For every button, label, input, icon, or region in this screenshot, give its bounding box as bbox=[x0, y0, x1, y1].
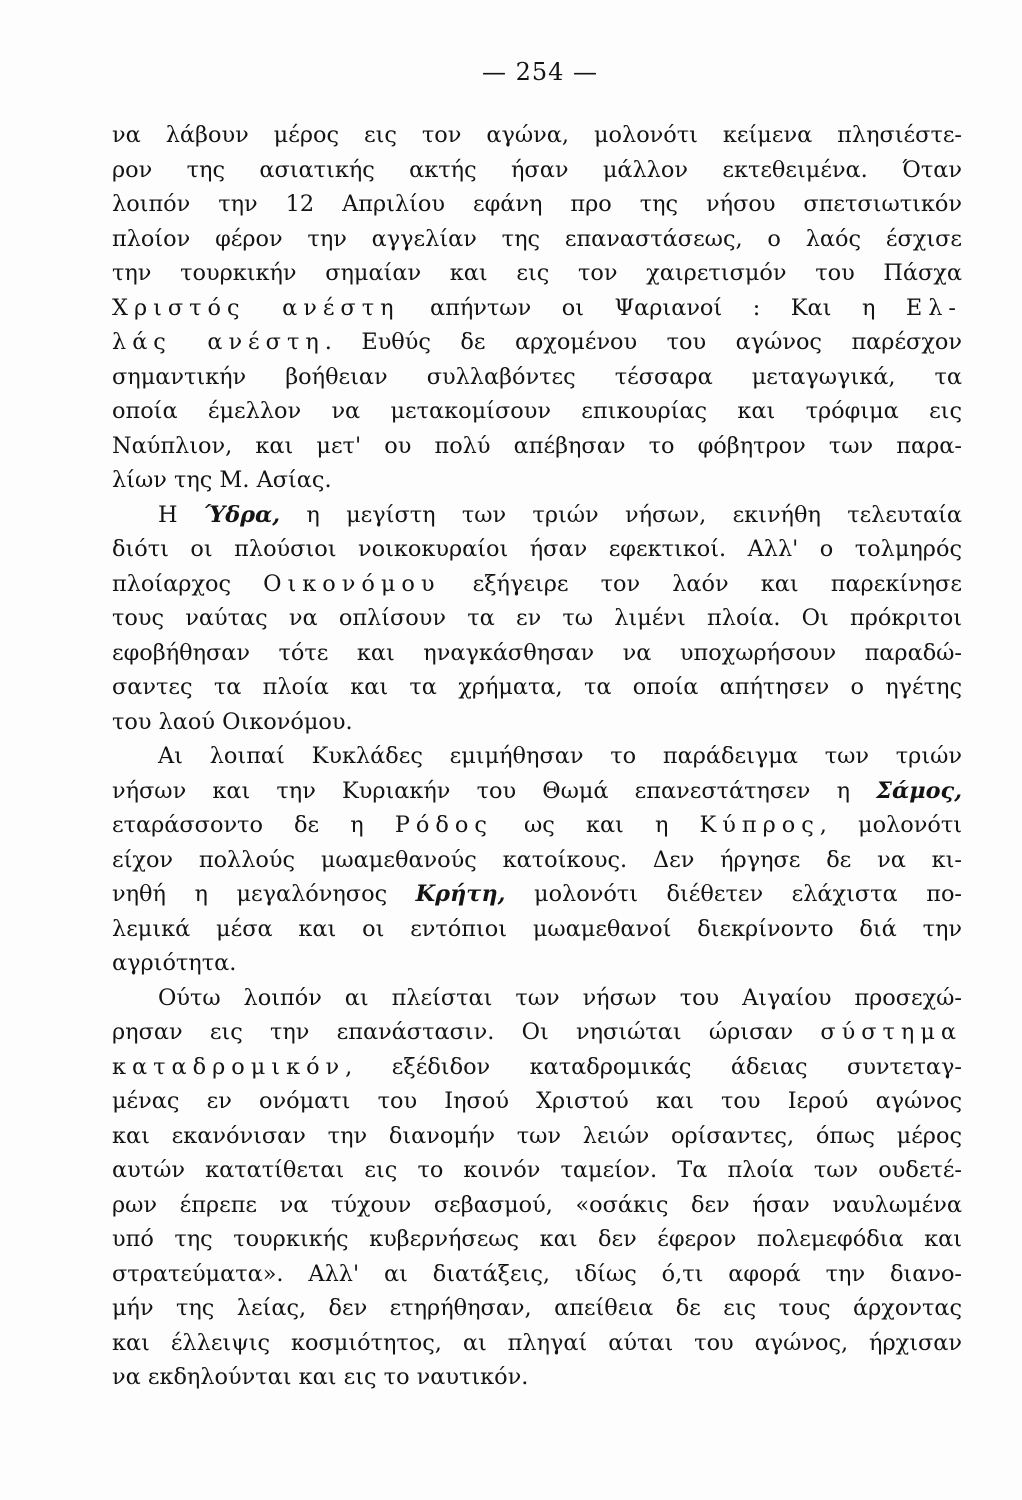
text-line bbox=[112, 636, 962, 671]
text-run: , μολονότι bbox=[819, 812, 962, 838]
text-line bbox=[112, 1291, 962, 1326]
paragraph-start bbox=[112, 498, 962, 533]
emphasized-name: Ύδρα, bbox=[203, 501, 281, 528]
page-number: — 254 — bbox=[481, 58, 599, 86]
text-run: εταράσσοντο δε η bbox=[112, 812, 395, 838]
text-run: ρων έπρεπε να τύχουν σεβασμού, «οσάκις δεν ήσαν ναυλωμένα bbox=[112, 1191, 962, 1218]
text-run: την τουρκικήν σημαίαν και εις τον χαιρετισμόν του Πάσχα bbox=[112, 260, 962, 286]
text-run: Ούτω λοιπόν αι πλείσται των νήσων του Αιγαίου προσεχώ- bbox=[158, 984, 962, 1011]
text-line bbox=[112, 1084, 962, 1119]
text-line bbox=[112, 1222, 962, 1257]
text-run: οποία έμελλον να μετακομίσουν επικουρίας και τρόφιμα εις bbox=[112, 398, 962, 424]
text-line bbox=[112, 153, 962, 188]
text-line bbox=[112, 1050, 962, 1085]
text-line bbox=[112, 1119, 962, 1154]
emphasized-name: Κρήτη, bbox=[415, 881, 506, 907]
text-run: μήν της λείας, δεν ετηρήθησαν, απείθεια δε εις τους άρχοντας bbox=[112, 1295, 962, 1321]
text-line bbox=[112, 1015, 962, 1050]
text-run: και εκανόνισαν την διανομήν των λειών ορίσαντες, όπως μέρος bbox=[112, 1122, 962, 1149]
text-run: σημαντικήν βοήθειαν συλλαβόντες τέσσαρα μεταγωγικά, τα bbox=[112, 363, 962, 390]
text-run: διότι οι πλούσιοι νοικοκυραίοι ήσαν εφεκτικοί. Αλλ' ο τολμηρός bbox=[112, 536, 962, 562]
text-run: νήσων και την Κυριακήν του Θωμά επανεστάτησεν η bbox=[112, 777, 877, 804]
text-line bbox=[112, 1188, 962, 1223]
text-line bbox=[112, 670, 962, 705]
text-run: να εκδηλούνται και εις το ναυτικόν. bbox=[112, 1364, 529, 1390]
text-line bbox=[112, 394, 962, 429]
text-line bbox=[112, 1326, 962, 1361]
paragraph-start bbox=[112, 981, 962, 1016]
text-line bbox=[112, 877, 962, 912]
text-line bbox=[112, 774, 962, 809]
text-run: πλοίον φέρον την αγγελίαν της επαναστάσεως, ο λαός έσχισε bbox=[112, 225, 962, 252]
text-run: ως και η bbox=[492, 812, 700, 838]
text-line bbox=[112, 256, 962, 291]
text-line bbox=[112, 463, 962, 498]
text-line bbox=[112, 1257, 962, 1292]
text-line bbox=[112, 601, 962, 636]
body-text bbox=[112, 118, 962, 1395]
text-run: αγριότητα. bbox=[112, 950, 237, 976]
text-line bbox=[112, 118, 962, 153]
text-line bbox=[112, 946, 962, 981]
text-run: είχον πολλούς μωαμεθανούς κατοίκους. Δεν ήργησε δε να κι- bbox=[112, 846, 962, 873]
text-run: εφοβήθησαν τότε και ηναγκάσθησαν να υποχωρήσουν παραδώ- bbox=[112, 639, 962, 666]
text-run: λοιπόν την 12 Απριλίου εφάνη προ της νήσου σπετσιωτικόν bbox=[112, 191, 962, 217]
text-line bbox=[112, 222, 962, 257]
spaced-phrase: καταδρομικόν bbox=[112, 1053, 346, 1080]
text-line bbox=[112, 360, 962, 395]
spaced-phrase: Ρόδος bbox=[394, 812, 493, 838]
text-line bbox=[112, 912, 962, 947]
text-run: . Ευθύς δε αρχομένου του αγώνος παρέσχον bbox=[324, 329, 962, 355]
text-line bbox=[112, 187, 962, 222]
text-line bbox=[112, 1360, 962, 1395]
text-run: αυτών κατατίθεται εις το κοινόν ταμείον. Τα πλοία των ουδετέ- bbox=[112, 1157, 962, 1183]
text-run: , εξέδιδον καταδρομικάς άδειας συντεταγ- bbox=[345, 1053, 962, 1080]
text-line bbox=[112, 705, 962, 740]
text-run: του λαού Οικονόμου. bbox=[112, 708, 353, 735]
text-run: τους ναύτας να οπλίσουν τα εν τω λιμένι πλοία. Οι πρόκριτοι bbox=[112, 605, 962, 631]
text-line bbox=[112, 1153, 962, 1188]
spaced-phrase: σύστημα bbox=[820, 1019, 962, 1045]
spaced-phrase: Ελ- bbox=[905, 294, 962, 321]
text-run: να λάβουν μέρος εις τον αγώνα, μολονότι κείμενα πλησιέστε- bbox=[112, 122, 962, 148]
text-run: λίων της Μ. Ασίας. bbox=[112, 467, 332, 493]
text-run: Η bbox=[158, 501, 204, 528]
emphasized-name: Σάμος, bbox=[876, 777, 962, 804]
spaced-phrase: Χριστός ανέστη bbox=[112, 294, 400, 321]
text-line bbox=[112, 325, 962, 360]
text-run: και έλλειψις κοσμιότητος, αι πληγαί αύται του αγώνος, ήρχισαν bbox=[112, 1329, 962, 1356]
text-line bbox=[112, 291, 962, 326]
text-run: Αι λοιπαί Κυκλάδες εμιμήθησαν το παράδειγμα των τριών bbox=[158, 743, 962, 769]
text-line bbox=[112, 843, 962, 878]
spaced-phrase: Οικονόμου bbox=[263, 570, 441, 597]
text-run: εξήγειρε τον λαόν και παρεκίνησε bbox=[440, 570, 963, 597]
text-line bbox=[112, 532, 962, 567]
text-line bbox=[112, 429, 962, 464]
text-run: σαντες τα πλοία και τα χρήματα, τα οποία απήτησεν ο ηγέτης bbox=[112, 674, 962, 700]
paragraph-start bbox=[112, 739, 962, 774]
text-run: υπό της τουρκικής κυβερνήσεως και δεν έφερον πολεμεφόδια και bbox=[112, 1226, 962, 1252]
text-line bbox=[112, 808, 962, 843]
text-run: μένας εν ονόματι του Ιησού Χριστού και του Ιερού αγώνος bbox=[112, 1088, 962, 1114]
spaced-phrase: Κύπρος bbox=[699, 812, 820, 838]
text-line bbox=[112, 567, 962, 602]
text-run: απήντων οι Ψαριανοί : Και η bbox=[399, 294, 906, 321]
text-run: ρον της ασιατικής ακτής ήσαν μάλλον εκτεθειμένα. Όταν bbox=[112, 156, 962, 183]
text-run: Ναύπλιον, και μετ' ου πολύ απέβησαν το φόβητρον των παρα- bbox=[112, 432, 962, 459]
text-run: ρησαν εις την επανάστασιν. Οι νησιώται ώρισαν bbox=[112, 1019, 821, 1045]
text-run: πλοίαρχος bbox=[112, 570, 264, 597]
text-run: λεμικά μέσα και οι εντόπιοι μωαμεθανοί διεκρίνοντο διά την bbox=[112, 915, 962, 942]
text-run: η μεγίστη των τριών νήσων, εκινήθη τελευταία bbox=[280, 501, 962, 528]
text-run: στρατεύματα». Αλλ' αι διατάξεις, ιδίως ό,τι αφορά την διανο- bbox=[112, 1260, 962, 1287]
text-run: νηθή η μεγαλόνησος bbox=[112, 881, 416, 907]
spaced-phrase: λάς ανέστη bbox=[112, 329, 325, 355]
text-run: μολονότι διέθετεν ελάχιστα πο- bbox=[505, 881, 963, 907]
